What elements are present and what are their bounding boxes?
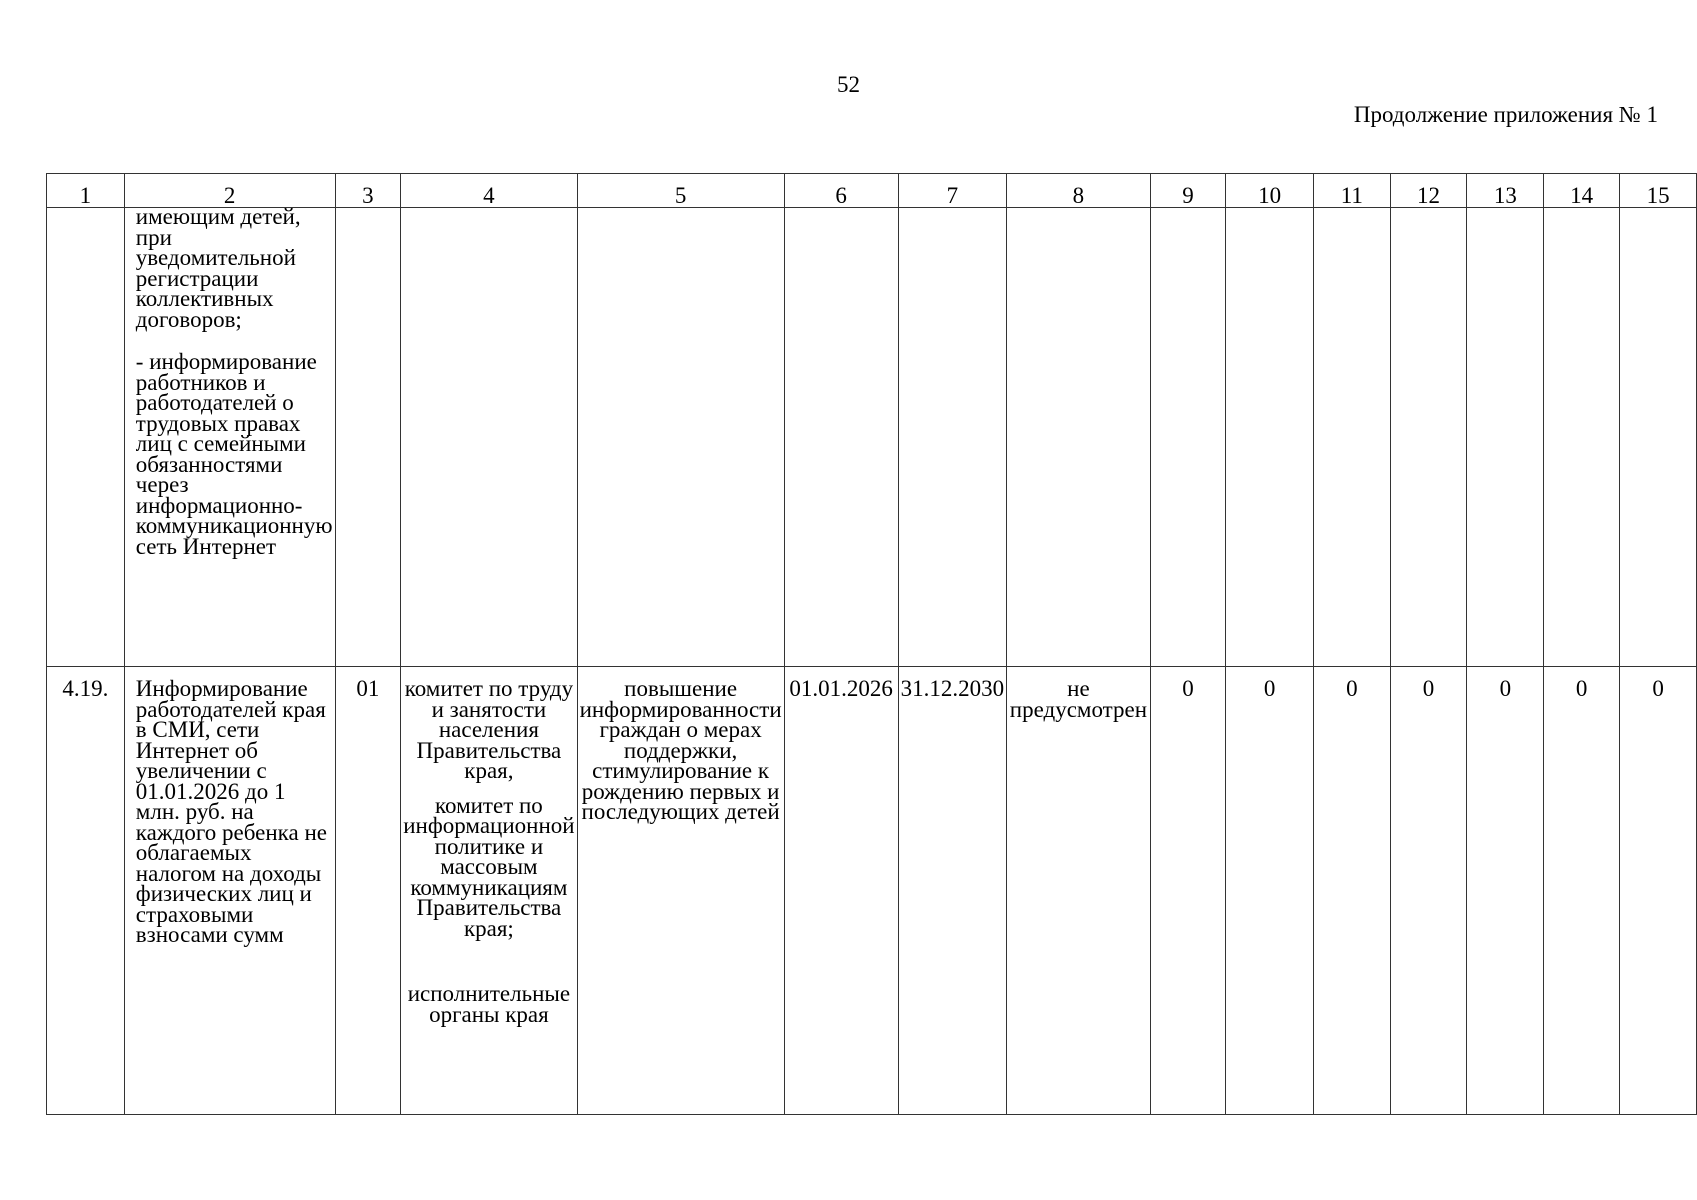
- empty-cell: [401, 208, 577, 667]
- appendix-caption: Продолжение приложения № 1: [1353, 102, 1658, 127]
- code-cell: 01: [335, 667, 401, 1115]
- description-cell: [124, 667, 335, 1115]
- table-row-4-19: [47, 667, 1697, 1115]
- description-text-part2: - информирование работников и работодателей о трудовых правах лиц с семейными обязанностями через информационно-коммуникационную сеть Интернет: [135, 349, 333, 559]
- description-text: Информирование работодателей края в СМИ, сети Интернет об увеличении с 01.01.2026 до 1 млн. руб. на каждого ребенка не облагаемых налогом на доходы физических лиц и страховыми взносами сумм: [135, 676, 327, 947]
- description-cell: [124, 204, 335, 667]
- executor-cell: [401, 667, 577, 1115]
- value-col-15: 0: [1620, 667, 1697, 1115]
- value-col-10: 0: [1226, 667, 1314, 1115]
- value-col-11: 0: [1314, 667, 1391, 1115]
- column-header: 3: [335, 174, 401, 208]
- empty-cell: [47, 208, 125, 667]
- empty-cell: [784, 208, 898, 667]
- end-date-cell: 31.12.2030: [898, 667, 1007, 1115]
- description-text-part1: имеющим детей, при уведомительной регистрации коллективных договоров;: [135, 204, 301, 332]
- column-header: 9: [1150, 174, 1226, 208]
- column-header: 13: [1467, 174, 1544, 208]
- value-col-14: 0: [1544, 667, 1620, 1115]
- start-date-cell: 01.01.2026: [784, 667, 898, 1115]
- column-header: 5: [577, 174, 784, 208]
- funding-cell: не предусмотрен: [1007, 667, 1151, 1115]
- column-header: 4: [401, 174, 577, 208]
- table-header-row: [47, 174, 1697, 208]
- column-header: 6: [784, 174, 898, 208]
- empty-cell: [1226, 208, 1314, 667]
- column-header: 12: [1390, 174, 1467, 208]
- empty-cell: [1007, 208, 1151, 667]
- row-number: 4.19.: [47, 667, 125, 1115]
- empty-cell: [898, 208, 1007, 667]
- column-header: 2: [124, 174, 335, 208]
- column-header: 14: [1544, 174, 1620, 208]
- column-header: 10: [1226, 174, 1314, 208]
- empty-cell: [1314, 208, 1391, 667]
- table-row-continued: [47, 208, 1697, 667]
- column-header: 11: [1314, 174, 1391, 208]
- value-col-13: 0: [1467, 667, 1544, 1115]
- result-cell: повышение информированности граждан о мерах поддержки, стимулирование к рождению первых и последующих детей: [577, 667, 784, 1115]
- empty-cell: [1467, 208, 1544, 667]
- column-header: 15: [1620, 174, 1697, 208]
- value-col-9: 0: [1150, 667, 1226, 1115]
- empty-cell: [1150, 208, 1226, 667]
- column-header: 8: [1007, 174, 1151, 208]
- empty-cell: [1620, 208, 1697, 667]
- column-header: 1: [47, 174, 125, 208]
- empty-cell: [1544, 208, 1620, 667]
- column-header: 7: [898, 174, 1007, 208]
- executor-1: комитет по труду и занятости населения Правительства края,: [404, 676, 574, 783]
- empty-cell: [577, 208, 784, 667]
- appendix-table: [46, 173, 1697, 1115]
- value-col-12: 0: [1390, 667, 1467, 1115]
- executor-3: исполнительные органы края: [407, 981, 571, 1027]
- page-number: 52: [837, 72, 860, 97]
- executor-2: комитет по информационной политике и массовым коммуникациям Правительства края;: [403, 792, 575, 941]
- empty-cell: [335, 208, 401, 667]
- empty-cell: [1390, 208, 1467, 667]
